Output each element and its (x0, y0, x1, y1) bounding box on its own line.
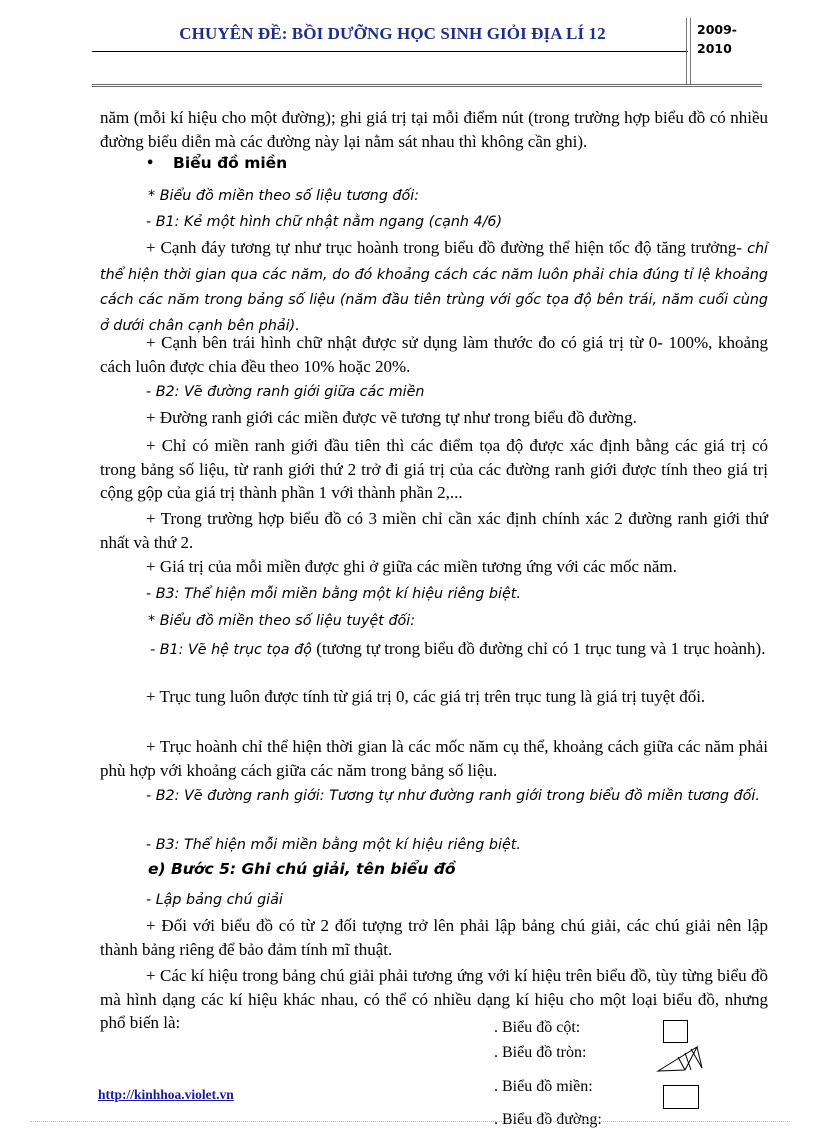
step-b2-relative: - B2: Vẽ đường ranh giới giữa các miền (146, 384, 425, 400)
paragraph-canh-day-a: + Cạnh đáy tương tự như trục hoành trong biểu đồ đường thể hiện tốc độ tăng trưởng- (146, 238, 742, 257)
paragraph-truc-tung: + Trục tung luôn được tính từ giá trị 0, các giá trị trên trục tung là giá trị tuyệt đối. (146, 687, 706, 706)
paragraph-chi-co: + Chỉ có miền ranh giới đầu tiên thì các điểm tọa độ được xác định bằng các giá trị có trong bảng số liệu, từ ranh giới thứ 2 trở đi giá trị của các đường ranh giới được tính theo giá trị cộng gộp của giá trị thành phần 1 với thành phần 2,... (100, 436, 768, 502)
step-b1-relative: - B1: Kẻ một hình chữ nhật nằm ngang (cạnh 4/6) (146, 214, 503, 230)
header-rule (92, 84, 762, 87)
header-year-bottom: 2010 (697, 41, 732, 56)
legend-instruction: - Lập bảng chú giải (146, 892, 283, 908)
header-underline (92, 51, 688, 52)
legend-pie-label: . Biểu đồ tròn: (494, 1044, 587, 1061)
relative-subheading: * Biểu đồ miền theo số liệu tương đối: (148, 188, 420, 204)
paragraph-canh-ben: + Cạnh bên trái hình chữ nhật được sử dụng làm thước đo có giá trị từ 0- 100%, khoảng cách luôn được chia đều theo 10% hoặc 20%. (100, 333, 768, 376)
legend-line-label: . Biểu đồ đường: (494, 1111, 602, 1128)
paragraph-ranh-gioi: + Đường ranh giới các miền được vẽ tương tự như trong biểu đồ đường. (146, 408, 637, 427)
legend-column-label: . Biểu đồ cột: (494, 1019, 581, 1036)
column-symbol-icon (663, 1020, 688, 1043)
paragraph-canh-day-b: chỉ thể hiện thời gian qua các năm, do đó khoảng cách các năm luôn phải chia đúng tỉ lệ khoảng cách các năm trong bảng số liệu (năm đầu tiên trùng với gốc tọa độ bên trái, năm cuối cùng ở dưới chân cạnh bên phải). (100, 241, 769, 334)
section-heading-mien: Biểu đồ miền (173, 154, 288, 172)
step-b2-absolute: - B2: Vẽ đường ranh giới: Tương tự như đường ranh giới trong biểu đồ miền tương đối. (146, 788, 760, 804)
header-year (697, 20, 737, 58)
pie-symbol-icon (656, 1044, 706, 1074)
header-title: CHUYÊN ĐỀ: BỒI DƯỠNG HỌC SINH GIỎI ĐỊA LÍ 12 (179, 24, 606, 43)
area-symbol-icon (663, 1085, 699, 1109)
step-b3-relative: - B3: Thể hiện mỗi miền bằng một kí hiệu riêng biệt. (146, 586, 521, 602)
step-b3-absolute: - B3: Thể hiện mỗi miền bằng một kí hiệu riêng biệt. (146, 837, 521, 853)
footer-divider (30, 1121, 790, 1122)
paragraph-3-mien: + Trong trường hợp biểu đồ có 3 miền chỉ cần xác định chính xác 2 đường ranh giới thứ nhất và thứ 2. (100, 509, 768, 552)
step-b1-absolute-note: (tương tự trong biểu đồ đường chỉ có 1 trục tung và 1 trục hoành). (311, 639, 766, 658)
paragraph-continuation: năm (mỗi kí hiệu cho một đường); ghi giá trị tại mỗi điểm nút (trong trường hợp biểu đồ có nhiều đường biểu diễn mà các đường này lại nằm sát nhau thì không cần ghi). (100, 108, 768, 151)
paragraph-doi-voi: + Đối với biểu đồ có từ 2 đối tượng trở lên phải lập bảng chú giải, các chú giải nên lập thành bảng riêng để bảo đảm tính mĩ thuật. (100, 916, 768, 959)
paragraph-gia-tri: + Giá trị của mỗi miền được ghi ở giữa các miền tương ứng với các mốc năm. (146, 557, 677, 576)
absolute-subheading: * Biểu đồ miền theo số liệu tuyệt đối: (148, 613, 416, 629)
header-divider (686, 18, 691, 85)
paragraph-b1-absolute (100, 637, 768, 663)
header-year-top: 2009- (697, 22, 737, 37)
paragraph-truc-hoanh: + Trục hoành chỉ thể hiện thời gian là các mốc năm cụ thể, khoảng cách giữa các năm phải phù hợp với khoảng cách giữa các năm trong bảng số liệu. (100, 737, 768, 780)
paragraph-ki-hieu: + Các kí hiệu trong bảng chú giải phải tương ứng với kí hiệu trên biểu đồ, tùy từng biểu đồ mà hình dạng các kí hiệu khác nhau, có thể có nhiều dạng kí hiệu cho một loại biểu đồ, nhưng phổ biến là: (100, 966, 768, 1032)
step-b1-absolute: - B1: Vẽ hệ trục tọa độ (150, 642, 312, 658)
footer-website-link[interactable]: http://kinhhoa.violet.vn (98, 1087, 234, 1102)
bullet-icon: • (146, 156, 155, 171)
legend-area-label: . Biểu đồ miền: (494, 1078, 593, 1095)
paragraph-canh-day (100, 236, 768, 338)
section-heading-buoc5: e) Bước 5: Ghi chú giải, tên biểu đồ (148, 860, 456, 878)
